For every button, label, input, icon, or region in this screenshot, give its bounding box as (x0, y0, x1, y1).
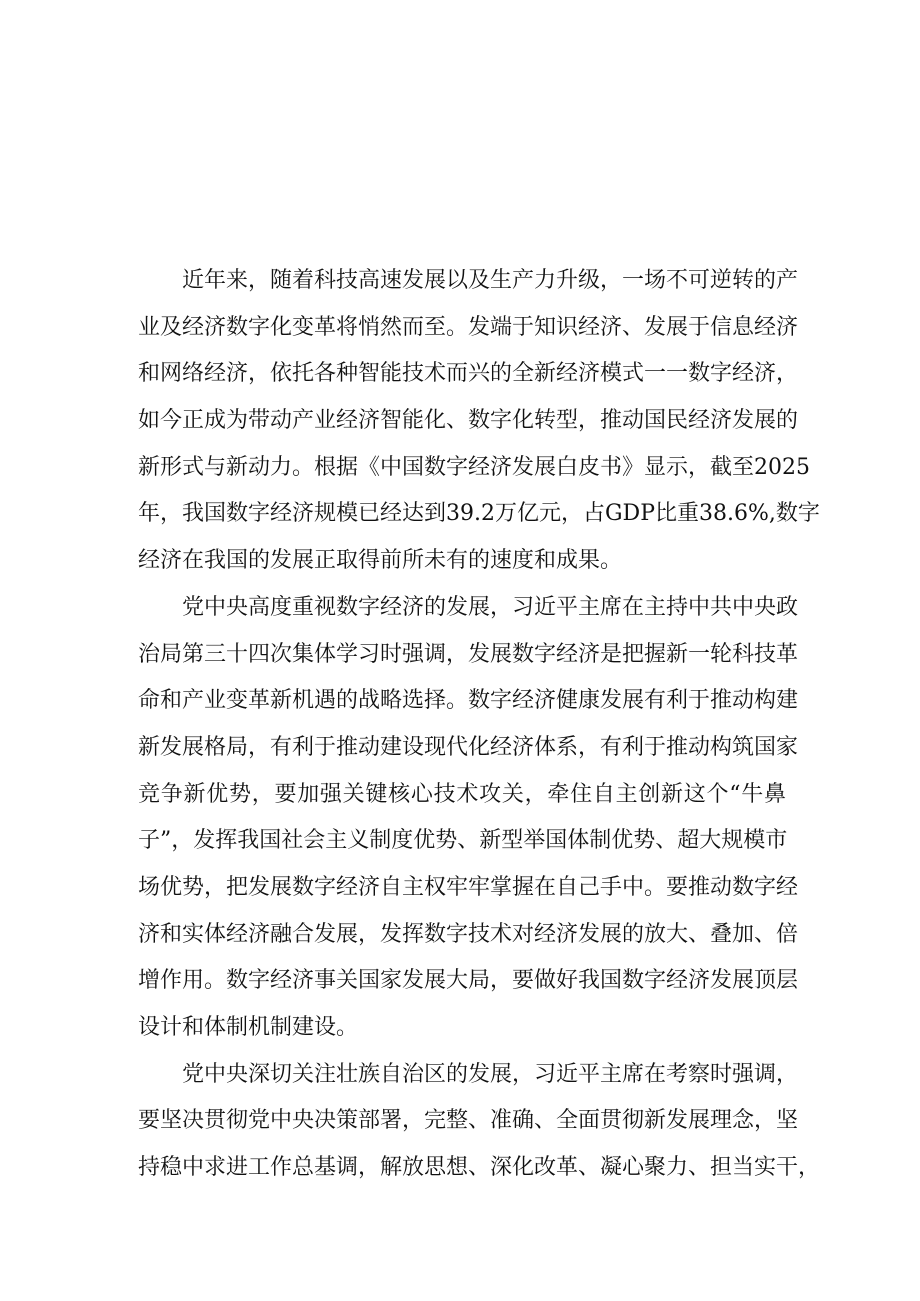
text-line: 新形式与新动力。根据《中国数字经济发展白皮书》显示，截至2025 (138, 454, 810, 480)
text-line: 持稳中求进工作总基调，解放思想、深化改革、凝心聚力、担当实干， (138, 1155, 821, 1181)
text-line: 子”，发挥我国社会主义制度优势、新型举国体制优势、超大规模市 (138, 828, 788, 854)
text-line: 年，我国数字经济规模已经达到39.2万亿元，占GDP比重38.6%,数字 (138, 501, 820, 527)
text-line: 设计和体制机制建设。 (138, 1015, 359, 1040)
text-line: 业及经济数字化变革将悄然而至。发端于知识经济、发展于信息经济 (138, 314, 799, 340)
paragraph-3 (138, 1052, 821, 1192)
text-line: 命和产业变革新机遇的战略选择。数字经济健康发展有利于推动构建 (138, 688, 799, 714)
paragraph-1 (138, 258, 820, 585)
body-text (138, 258, 821, 1192)
text-line: 经济在我国的发展正取得前所未有的速度和成果。 (138, 548, 623, 574)
text-line: 新发展格局，有利于推动建设现代化经济体系，有利于推动构筑国家 (138, 734, 799, 760)
text-line: 党中央高度重视数字经济的发展，习近平主席在主持中共中央政 (182, 594, 799, 620)
paragraph-2 (138, 585, 799, 1052)
text-line: 近年来，随着科技高速发展以及生产力升级，一场不可逆转的产 (182, 268, 799, 293)
text-line: 济和实体经济融合发展，发挥数字技术对经济发展的放大、叠加、倍 (138, 921, 799, 947)
text-line: 党中央深切关注壮族自治区的发展，习近平主席在考察时强调， (182, 1061, 799, 1087)
text-line: 和网络经济，依托各种智能技术而兴的全新经济模式一一数字经济， (138, 361, 799, 387)
text-line: 如今正成为带动产业经济智能化、数字化转型，推动国民经济发展的 (138, 408, 799, 434)
text-line: 要坚决贯彻党中央决策部署，完整、准确、全面贯彻新发展理念，坚 (138, 1108, 799, 1134)
text-line: 场优势，把发展数字经济自主权牢牢掌握在自己手中。要推动数字经 (138, 874, 799, 900)
text-line: 竞争新优势，要加强关键核心技术攻关，牵住自主创新这个“牛鼻 (138, 781, 786, 807)
text-line: 增作用。数字经济事关国家发展大局，要做好我国数字经济发展顶层 (138, 968, 799, 994)
text-line: 治局第三十四次集体学习时强调，发展数字经济是把握新一轮科技革 (138, 641, 799, 667)
